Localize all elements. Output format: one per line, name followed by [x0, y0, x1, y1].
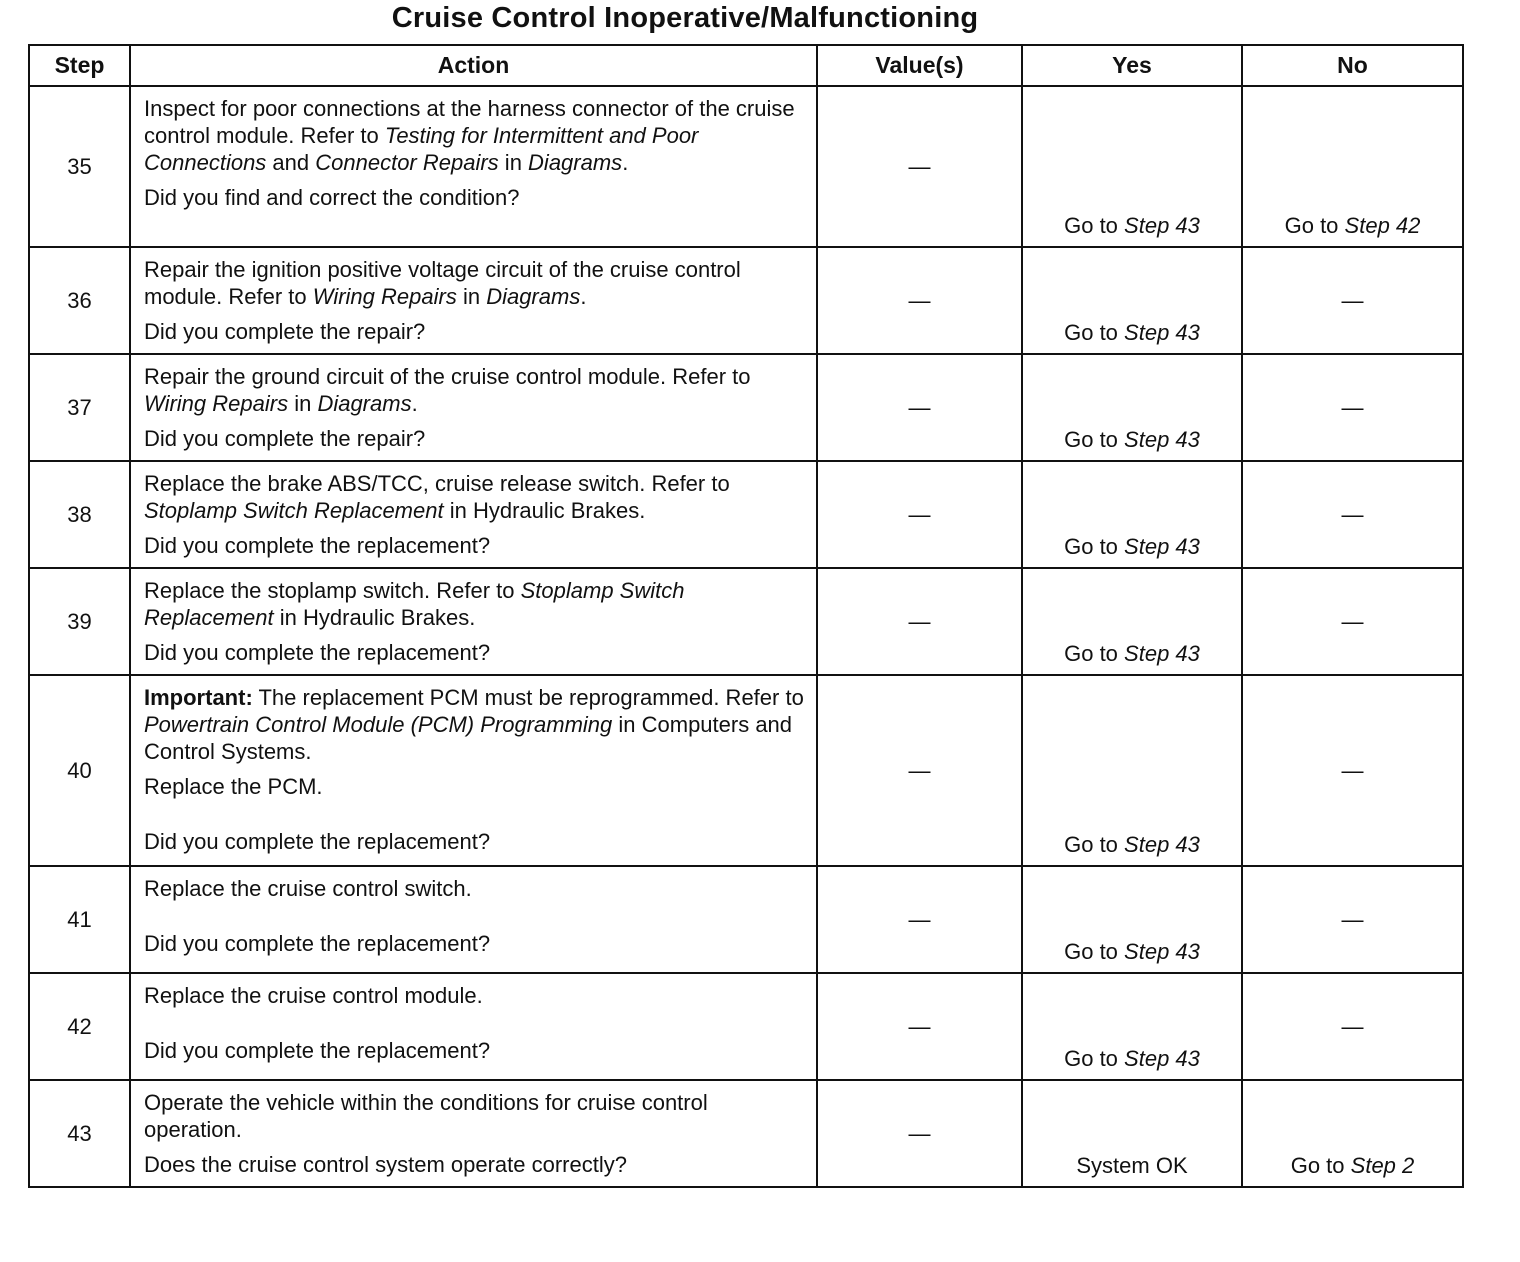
question: Does the cruise control system operate correctly? [144, 1152, 627, 1177]
step-number: 36 [29, 247, 130, 354]
value-cell: — [817, 675, 1022, 866]
table-row [29, 354, 1463, 461]
header-yes: Yes [1022, 45, 1242, 86]
step-number: 43 [29, 1080, 130, 1187]
no-cell: — [1242, 973, 1463, 1080]
value-cell: — [817, 866, 1022, 973]
header-action: Action [130, 45, 817, 86]
action-text: Operate the vehicle within the conditions for cruise control operation. Does the cruise control system operate correctly? [130, 1080, 817, 1187]
page-title: Cruise Control Inoperative/Malfunctioning [391, 2, 979, 34]
action-text: Important: The replacement PCM must be reprogrammed. Refer to Powertrain Control Module (PCM) Programming in Computers and Control Systems. Replace the PCM. Did you complete the replacement? [130, 675, 817, 866]
diagnostic-table [28, 44, 1464, 1188]
question: Did you complete the repair? [144, 426, 426, 451]
step-number: 41 [29, 866, 130, 973]
yes-cell: System OK [1022, 1080, 1242, 1187]
header-step: Step [29, 45, 130, 86]
no-cell: — [1242, 247, 1463, 354]
yes-cell: Go to Step 43 [1022, 568, 1242, 675]
header-values: Value(s) [817, 45, 1022, 86]
action-text: Replace the cruise control module. Did you complete the replacement? [130, 973, 817, 1080]
step-number: 42 [29, 973, 130, 1080]
table-row [29, 973, 1463, 1080]
no-cell: — [1242, 461, 1463, 568]
question: Did you complete the replacement? [144, 931, 491, 956]
important-label: Important: [144, 685, 253, 710]
yes-cell: Go to Step 43 [1022, 461, 1242, 568]
step-number: 37 [29, 354, 130, 461]
yes-cell: Go to Step 43 [1022, 247, 1242, 354]
table-row [29, 1080, 1463, 1187]
table-row [29, 568, 1463, 675]
header-row [29, 45, 1463, 86]
question: Did you complete the replacement? [144, 829, 491, 854]
yes-cell: Go to Step 43 [1022, 866, 1242, 973]
action-text: Replace the brake ABS/TCC, cruise release switch. Refer to Stoplamp Switch Replacement in Hydraulic Brakes. Did you complete the replacement? [130, 461, 817, 568]
no-cell: — [1242, 675, 1463, 866]
value-cell: — [817, 354, 1022, 461]
value-cell: — [817, 568, 1022, 675]
action-text: Inspect for poor connections at the harness connector of the cruise control module. Refer to Testing for Intermittent and Poor Connections and Connector Repairs in Diagrams. Did you find and correct the condition? [130, 86, 817, 247]
no-cell: Go to Step 2 [1242, 1080, 1463, 1187]
question: Did you complete the replacement? [144, 1038, 491, 1063]
question: Did you complete the repair? [144, 319, 426, 344]
no-cell: — [1242, 354, 1463, 461]
action-text: Replace the stoplamp switch. Refer to Stoplamp Switch Replacement in Hydraulic Brakes. Did you complete the replacement? [130, 568, 817, 675]
step-number: 40 [29, 675, 130, 866]
table-row [29, 461, 1463, 568]
question: Did you find and correct the condition? [144, 185, 520, 210]
no-cell: Go to Step 42 [1242, 86, 1463, 247]
yes-cell: Go to Step 43 [1022, 354, 1242, 461]
yes-cell: Go to Step 43 [1022, 675, 1242, 866]
no-cell: — [1242, 866, 1463, 973]
table-row [29, 675, 1463, 866]
table-row [29, 866, 1463, 973]
value-cell: — [817, 1080, 1022, 1187]
value-cell: — [817, 973, 1022, 1080]
table-row [29, 247, 1463, 354]
value-cell: — [817, 461, 1022, 568]
yes-cell: Go to Step 43 [1022, 973, 1242, 1080]
header-no: No [1242, 45, 1463, 86]
question: Did you complete the replacement? [144, 533, 491, 558]
value-cell: — [817, 247, 1022, 354]
no-cell: — [1242, 568, 1463, 675]
action-text: Repair the ground circuit of the cruise control module. Refer to Wiring Repairs in Diagrams. Did you complete the repair? [130, 354, 817, 461]
yes-cell: Go to Step 43 [1022, 86, 1242, 247]
action-text: Replace the cruise control switch. Did you complete the replacement? [130, 866, 817, 973]
step-number: 39 [29, 568, 130, 675]
step-number: 38 [29, 461, 130, 568]
step-number: 35 [29, 86, 130, 247]
table-row [29, 86, 1463, 247]
question: Did you complete the replacement? [144, 640, 491, 665]
value-cell: — [817, 86, 1022, 247]
action-text: Repair the ignition positive voltage circuit of the cruise control module. Refer to Wiring Repairs in Diagrams. Did you complete the repair? [130, 247, 817, 354]
